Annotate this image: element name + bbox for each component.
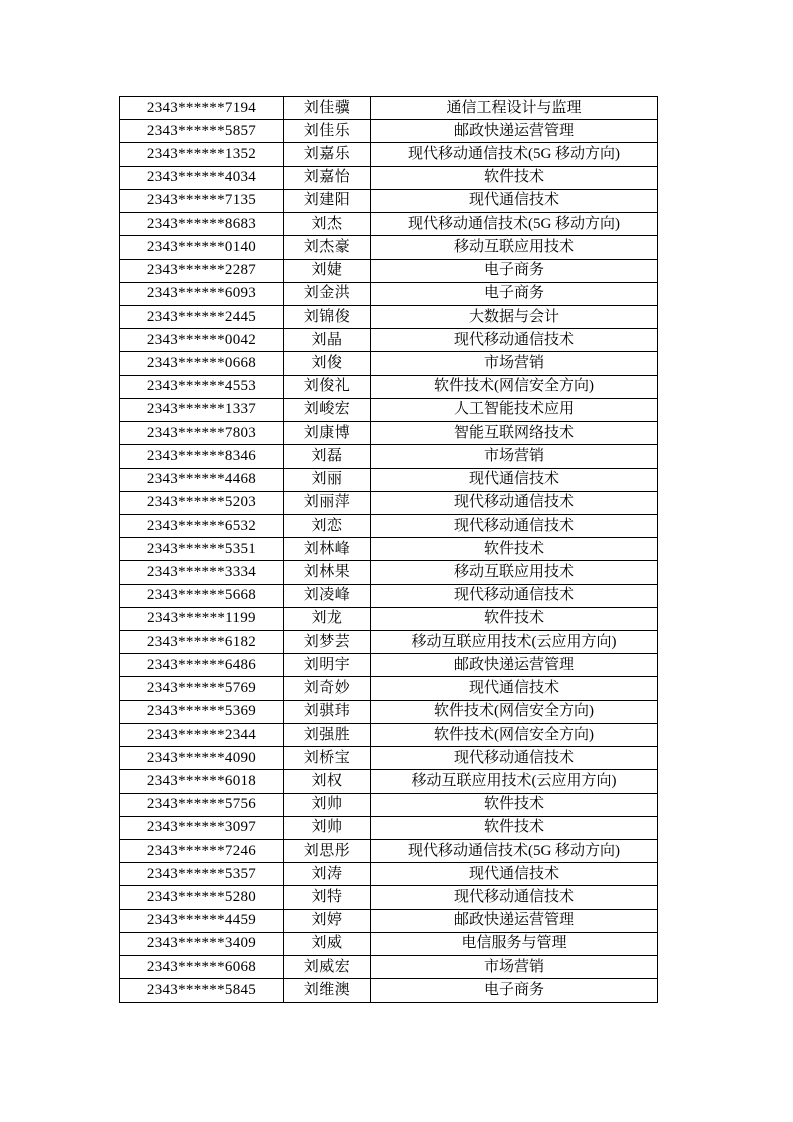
cell-id: 2343******6018 — [120, 770, 284, 793]
table-row — [120, 120, 658, 143]
cell-id: 2343******1352 — [120, 143, 284, 166]
table-row — [120, 979, 658, 1003]
cell-name: 刘杰 — [284, 213, 371, 236]
cell-id: 2343******5280 — [120, 886, 284, 909]
table-row — [120, 584, 658, 607]
cell-id: 2343******8346 — [120, 445, 284, 468]
cell-name: 刘帅 — [284, 793, 371, 816]
cell-id: 2343******6182 — [120, 631, 284, 654]
cell-name: 刘林峰 — [284, 538, 371, 561]
table-row — [120, 631, 658, 654]
cell-major: 市场营销 — [371, 956, 658, 979]
cell-name: 刘婕 — [284, 259, 371, 282]
cell-name: 刘峻宏 — [284, 398, 371, 421]
table-row — [120, 840, 658, 863]
table-row — [120, 189, 658, 212]
cell-major: 软件技术(网信安全方向) — [371, 700, 658, 723]
cell-major: 现代通信技术 — [371, 468, 658, 491]
table-row — [120, 213, 658, 236]
cell-major: 智能互联网络技术 — [371, 422, 658, 445]
table-row — [120, 654, 658, 677]
cell-id: 2343******7135 — [120, 189, 284, 212]
cell-name: 刘佳骥 — [284, 97, 371, 120]
cell-id: 2343******6486 — [120, 654, 284, 677]
table-row — [120, 422, 658, 445]
table-row — [120, 538, 658, 561]
cell-major: 邮政快递运营管理 — [371, 909, 658, 932]
cell-id: 2343******6093 — [120, 282, 284, 305]
table-row — [120, 909, 658, 932]
cell-major: 现代移动通信技术(5G 移动方向) — [371, 840, 658, 863]
cell-id: 2343******5769 — [120, 677, 284, 700]
cell-major: 现代通信技术 — [371, 189, 658, 212]
table-row — [120, 236, 658, 259]
cell-major: 现代移动通信技术 — [371, 747, 658, 770]
cell-id: 2343******6068 — [120, 956, 284, 979]
cell-id: 2343******7803 — [120, 422, 284, 445]
table-row — [120, 166, 658, 189]
cell-id: 2343******6532 — [120, 514, 284, 537]
cell-id: 2343******5369 — [120, 700, 284, 723]
cell-id: 2343******5845 — [120, 979, 284, 1003]
cell-name: 刘恋 — [284, 514, 371, 537]
cell-name: 刘丽萍 — [284, 491, 371, 514]
table-row — [120, 723, 658, 746]
cell-name: 刘梦芸 — [284, 631, 371, 654]
table-row — [120, 863, 658, 886]
cell-name: 刘特 — [284, 886, 371, 909]
cell-major: 移动互联应用技术 — [371, 561, 658, 584]
cell-major: 电子商务 — [371, 979, 658, 1003]
table-row — [120, 352, 658, 375]
cell-major: 移动互联应用技术(云应用方向) — [371, 770, 658, 793]
cell-name: 刘磊 — [284, 445, 371, 468]
cell-name: 刘俊 — [284, 352, 371, 375]
cell-major: 现代通信技术 — [371, 863, 658, 886]
cell-major: 现代通信技术 — [371, 677, 658, 700]
table-row — [120, 932, 658, 955]
cell-id: 2343******5357 — [120, 863, 284, 886]
table-row — [120, 398, 658, 421]
table-row — [120, 816, 658, 839]
cell-major: 现代移动通信技术(5G 移动方向) — [371, 143, 658, 166]
table-row — [120, 747, 658, 770]
cell-id: 2343******1337 — [120, 398, 284, 421]
cell-major: 软件技术 — [371, 607, 658, 630]
cell-major: 现代移动通信技术 — [371, 584, 658, 607]
cell-name: 刘金洪 — [284, 282, 371, 305]
table-row — [120, 561, 658, 584]
cell-name: 刘婷 — [284, 909, 371, 932]
cell-id: 2343******5351 — [120, 538, 284, 561]
cell-major: 软件技术 — [371, 793, 658, 816]
table-body — [120, 97, 658, 1003]
cell-name: 刘骐玮 — [284, 700, 371, 723]
table-row — [120, 491, 658, 514]
cell-id: 2343******0042 — [120, 329, 284, 352]
table-row — [120, 375, 658, 398]
cell-id: 2343******2287 — [120, 259, 284, 282]
cell-id: 2343******2445 — [120, 305, 284, 328]
cell-major: 电子商务 — [371, 282, 658, 305]
cell-name: 刘思彤 — [284, 840, 371, 863]
table-row — [120, 514, 658, 537]
table-row — [120, 97, 658, 120]
cell-id: 2343******2344 — [120, 723, 284, 746]
cell-name: 刘佳乐 — [284, 120, 371, 143]
table-row — [120, 282, 658, 305]
cell-id: 2343******8683 — [120, 213, 284, 236]
cell-major: 软件技术(网信安全方向) — [371, 723, 658, 746]
cell-id: 2343******4459 — [120, 909, 284, 932]
cell-major: 软件技术 — [371, 538, 658, 561]
cell-major: 移动互联应用技术 — [371, 236, 658, 259]
cell-name: 刘强胜 — [284, 723, 371, 746]
cell-id: 2343******0668 — [120, 352, 284, 375]
cell-major: 软件技术(网信安全方向) — [371, 375, 658, 398]
cell-major: 现代移动通信技术 — [371, 514, 658, 537]
cell-name: 刘俊礼 — [284, 375, 371, 398]
cell-id: 2343******5857 — [120, 120, 284, 143]
cell-id: 2343******5756 — [120, 793, 284, 816]
table-row — [120, 445, 658, 468]
cell-id: 2343******0140 — [120, 236, 284, 259]
cell-name: 刘明宇 — [284, 654, 371, 677]
cell-id: 2343******3334 — [120, 561, 284, 584]
cell-name: 刘权 — [284, 770, 371, 793]
cell-id: 2343******3097 — [120, 816, 284, 839]
table-row — [120, 305, 658, 328]
cell-major: 邮政快递运营管理 — [371, 654, 658, 677]
cell-major: 市场营销 — [371, 445, 658, 468]
table-row — [120, 677, 658, 700]
table-row — [120, 956, 658, 979]
cell-major: 软件技术 — [371, 166, 658, 189]
cell-id: 2343******7194 — [120, 97, 284, 120]
cell-name: 刘嘉乐 — [284, 143, 371, 166]
table-row — [120, 886, 658, 909]
table-row — [120, 607, 658, 630]
cell-id: 2343******4553 — [120, 375, 284, 398]
cell-id: 2343******3409 — [120, 932, 284, 955]
cell-name: 刘建阳 — [284, 189, 371, 212]
cell-major: 通信工程设计与监理 — [371, 97, 658, 120]
cell-major: 市场营销 — [371, 352, 658, 375]
cell-major: 现代移动通信技术 — [371, 329, 658, 352]
cell-major: 人工智能技术应用 — [371, 398, 658, 421]
cell-name: 刘桥宝 — [284, 747, 371, 770]
cell-name: 刘林果 — [284, 561, 371, 584]
cell-major: 电信服务与管理 — [371, 932, 658, 955]
cell-id: 2343******4468 — [120, 468, 284, 491]
cell-major: 现代移动通信技术(5G 移动方向) — [371, 213, 658, 236]
cell-id: 2343******7246 — [120, 840, 284, 863]
cell-major: 大数据与会计 — [371, 305, 658, 328]
cell-name: 刘涛 — [284, 863, 371, 886]
cell-name: 刘龙 — [284, 607, 371, 630]
table-row — [120, 468, 658, 491]
table-row — [120, 770, 658, 793]
cell-major: 现代移动通信技术 — [371, 886, 658, 909]
table-row — [120, 329, 658, 352]
cell-name: 刘锦俊 — [284, 305, 371, 328]
cell-major: 软件技术 — [371, 816, 658, 839]
cell-name: 刘晶 — [284, 329, 371, 352]
cell-name: 刘凌峰 — [284, 584, 371, 607]
cell-id: 2343******4090 — [120, 747, 284, 770]
cell-id: 2343******1199 — [120, 607, 284, 630]
table-row — [120, 700, 658, 723]
cell-major: 邮政快递运营管理 — [371, 120, 658, 143]
table-row — [120, 143, 658, 166]
table-row — [120, 793, 658, 816]
cell-id: 2343******4034 — [120, 166, 284, 189]
cell-name: 刘丽 — [284, 468, 371, 491]
cell-name: 刘奇妙 — [284, 677, 371, 700]
cell-name: 刘维澳 — [284, 979, 371, 1003]
cell-name: 刘威宏 — [284, 956, 371, 979]
cell-major: 电子商务 — [371, 259, 658, 282]
cell-name: 刘威 — [284, 932, 371, 955]
cell-name: 刘杰豪 — [284, 236, 371, 259]
cell-id: 2343******5668 — [120, 584, 284, 607]
cell-name: 刘嘉怡 — [284, 166, 371, 189]
cell-name: 刘帅 — [284, 816, 371, 839]
cell-major: 现代移动通信技术 — [371, 491, 658, 514]
admission-list-table — [119, 96, 658, 1003]
cell-major: 移动互联应用技术(云应用方向) — [371, 631, 658, 654]
cell-name: 刘康博 — [284, 422, 371, 445]
table-row — [120, 259, 658, 282]
cell-id: 2343******5203 — [120, 491, 284, 514]
